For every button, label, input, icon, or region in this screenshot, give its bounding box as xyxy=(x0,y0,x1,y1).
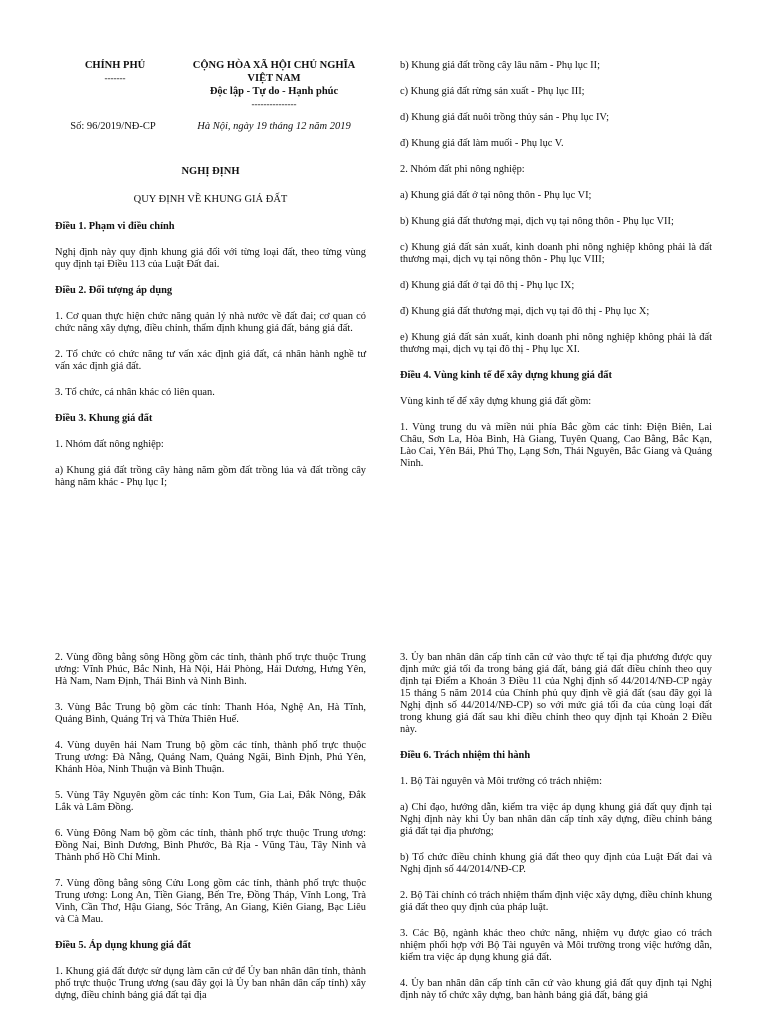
section-heading: Điều 1. Phạm vi điều chỉnh xyxy=(55,221,175,232)
section-heading: Điều 5. Áp dụng khung giá đất xyxy=(55,940,191,951)
body-paragraph: d) Khung giá đất nuôi trồng thủy sản - Phụ lục IV; xyxy=(400,112,610,123)
motto-separator: --------------- xyxy=(251,99,297,109)
body-paragraph: c) Khung giá đất sản xuất, kinh doanh phi nông nghiệp không phải là đất thương mại, dịch vụ tại nông thôn - Phụ lục VIII; xyxy=(400,242,712,265)
country-name-line1: CỘNG HÒA XÃ HỘI CHỦ NGHĨA xyxy=(192,60,356,71)
body-paragraph: 5. Vùng Tây Nguyên gồm các tỉnh: Kon Tum, Gia Lai, Đắk Nông, Đắk Lắk và Lâm Đồng. xyxy=(55,790,366,813)
page1-left-column xyxy=(55,221,366,503)
body-paragraph: 1. Vùng trung du và miền núi phía Bắc gồm các tỉnh: Điện Biên, Lai Châu, Sơn La, Hòa Bình, Hà Giang, Tuyên Quang, Cao Bằng, Bắc Kạn, Lào Cai, Yên Bái, Phú Thọ, Lạng Sơn, Thái Nguyên, Bắc Giang và Quảng Ninh. xyxy=(400,422,712,469)
body-paragraph: a) Khung giá đất ở tại nông thôn - Phụ lục VI; xyxy=(400,190,592,201)
page2-right-column xyxy=(400,652,712,1016)
body-paragraph: b) Khung giá đất trồng cây lâu năm - Phụ lục II; xyxy=(400,60,600,71)
body-paragraph: 7. Vùng đồng bằng sông Cửu Long gồm các tỉnh, thành phố trực thuộc Trung ương: Long An, Tiền Giang, Bến Tre, Đồng Tháp, Vĩnh Long, Trà Vinh, Cần Thơ, Hậu Giang, Sóc Trăng, An Giang, Kiên Giang, Bạc Liêu và Cà Mau. xyxy=(55,878,366,925)
body-paragraph: 4. Vùng duyên hải Nam Trung bộ gồm các tỉnh, thành phố trực thuộc Trung ương: Đà Nẵng, Quảng Nam, Quảng Ngãi, Bình Định, Phú Yên, Khánh Hòa, Ninh Thuận và Bình Thuận. xyxy=(55,740,366,775)
body-paragraph: d) Khung giá đất ở tại đô thị - Phụ lục IX; xyxy=(400,280,575,291)
body-paragraph: a) Khung giá đất trồng cây hàng năm gồm đất trồng lúa và đất trồng cây hàng năm khác - Phụ lục I; xyxy=(55,465,366,488)
country-name-line2: VIỆT NAM xyxy=(247,73,301,84)
body-paragraph: Nghị định này quy định khung giá đối với từng loại đất, theo từng vùng quy định tại Điều 113 của Luật Đất đai. xyxy=(55,247,366,270)
body-paragraph: b) Tổ chức điều chỉnh khung giá đất theo quy định của Luật Đất đai và Nghị định số 44/2014/NĐ-CP. xyxy=(400,852,712,875)
body-paragraph: 2. Bộ Tài chính có trách nhiệm thẩm định việc xây dựng, điều chỉnh khung giá đất theo quy định của pháp luật. xyxy=(400,890,712,913)
body-paragraph: 2. Vùng đồng bằng sông Hồng gồm các tỉnh, thành phố trực thuộc Trung ương: Vĩnh Phúc, Bắc Ninh, Hà Nội, Hải Phòng, Hải Dương, Hưng Yên, Hà Nam, Nam Định, Thái Bình và Ninh Bình. xyxy=(55,652,366,687)
body-paragraph: 4. Ủy ban nhân dân cấp tỉnh căn cứ vào khung giá đất quy định tại Nghị định này tổ chức xây dựng, ban hành bảng giá đất, bảng giá xyxy=(400,978,712,1001)
body-paragraph: 1. Khung giá đất được sử dụng làm căn cứ để Ủy ban nhân dân tỉnh, thành phố trực thuộc Trung ương (sau đây gọi là Ủy ban nhân dân cấp tỉnh) xây dựng, điều chỉnh bảng giá đất tại địa xyxy=(55,966,366,1001)
issue-date-place: Hà Nội, ngày 19 tháng 12 năm 2019 xyxy=(197,121,351,132)
body-paragraph: 1. Cơ quan thực hiện chức năng quản lý nhà nước về đất đai; cơ quan có chức năng xây dựng, điều chỉnh, thẩm định khung giá đất, bảng giá đất. xyxy=(55,311,366,334)
body-paragraph: 1. Nhóm đất nông nghiệp: xyxy=(55,439,164,450)
motto: Độc lập - Tự do - Hạnh phúc xyxy=(209,86,339,97)
agency-separator: ------- xyxy=(104,73,126,83)
document-number: Số: 96/2019/NĐ-CP xyxy=(70,121,156,132)
body-paragraph: e) Khung giá đất sản xuất, kinh doanh phi nông nghiệp không phải là đất thương mại, dịch vụ tại đô thị - Phụ lục XI. xyxy=(400,332,712,355)
agency-name: CHÍNH PHỦ xyxy=(84,60,146,71)
body-paragraph: 3. Vùng Bắc Trung bộ gồm các tỉnh: Thanh Hóa, Nghệ An, Hà Tĩnh, Quảng Bình, Quảng Trị và Thừa Thiên Huế. xyxy=(55,702,366,725)
document-type-title: NGHỊ ĐỊNH xyxy=(181,166,240,177)
body-paragraph: Vùng kinh tế để xây dựng khung giá đất gồm: xyxy=(400,396,592,407)
section-heading: Điều 3. Khung giá đất xyxy=(55,413,153,424)
body-paragraph: a) Chỉ đạo, hướng dẫn, kiểm tra việc áp dụng khung giá đất quy định tại Nghị định này khi Ủy ban nhân dân cấp tỉnh xây dựng, điều chỉnh bảng giá đất tại địa phương; xyxy=(400,802,712,837)
body-paragraph: b) Khung giá đất thương mại, dịch vụ tại nông thôn - Phụ lục VII; xyxy=(400,216,674,227)
body-paragraph: 1. Bộ Tài nguyên và Môi trường có trách nhiệm: xyxy=(400,776,602,787)
section-heading: Điều 6. Trách nhiệm thi hành xyxy=(400,750,531,761)
body-paragraph: đ) Khung giá đất thương mại, dịch vụ tại đô thị - Phụ lục X; xyxy=(400,306,650,317)
body-paragraph: đ) Khung giá đất làm muối - Phụ lục V. xyxy=(400,138,564,149)
body-paragraph: 3. Ủy ban nhân dân cấp tỉnh căn cứ vào thực tế tại địa phương được quy định mức giá tối đa trong bảng giá đất, bảng giá đất điều chỉnh theo quy định tại Điểm a Khoản 3 Điều 11 của Nghị định số 44/2014/NĐ-CP ngày 15 tháng 5 năm 2014 của Chính phủ quy định về giá đất (sau đây gọi là Nghị định số 44/2014/NĐ-CP) so với mức giá tối đa của cùng loại đất trong khung giá đất sau khi điều chỉnh theo quy định tại Khoản 2 Điều này. xyxy=(400,652,712,735)
section-heading: Điều 2. Đối tượng áp dụng xyxy=(55,285,173,296)
body-paragraph: 3. Tổ chức, cá nhân khác có liên quan. xyxy=(55,387,215,398)
section-heading: Điều 4. Vùng kinh tế để xây dựng khung giá đất xyxy=(400,370,612,381)
page1-right-column xyxy=(400,60,712,484)
document-subject-title: QUY ĐỊNH VỀ KHUNG GIÁ ĐẤT xyxy=(133,194,288,205)
body-paragraph: c) Khung giá đất rừng sản xuất - Phụ lục III; xyxy=(400,86,585,97)
body-paragraph: 3. Các Bộ, ngành khác theo chức năng, nhiệm vụ được giao có trách nhiệm phối hợp với Bộ Tài nguyên và Môi trường trong việc hướng dẫn, kiểm tra việc áp dụng khung giá đất. xyxy=(400,928,712,963)
body-paragraph: 2. Tổ chức có chức năng tư vấn xác định giá đất, cá nhân hành nghề tư vấn xác định giá đất. xyxy=(55,349,366,372)
body-paragraph: 2. Nhóm đất phi nông nghiệp: xyxy=(400,164,525,175)
page2-left-column xyxy=(55,652,366,1016)
body-paragraph: 6. Vùng Đông Nam bộ gồm các tỉnh, thành phố trực thuộc Trung ương: Đồng Nai, Bình Dương, Bình Phước, Bà Rịa - Vũng Tàu, Tây Ninh và Thành phố Hồ Chí Minh. xyxy=(55,828,366,863)
